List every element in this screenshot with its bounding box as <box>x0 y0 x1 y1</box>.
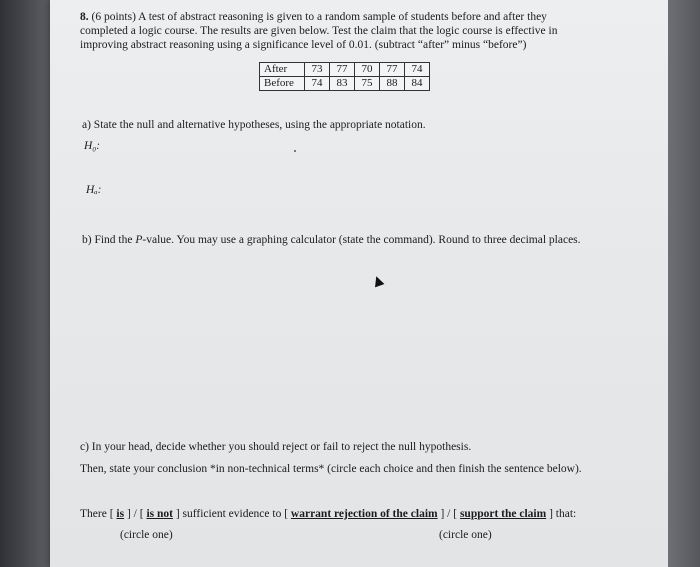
null-hypothesis-label: H₀: <box>84 140 101 152</box>
circle-one-right: (circle one) <box>439 529 492 541</box>
part-b-prompt-post: -value. You may use a graphing calculator (state the command). Round to three decimal places. <box>142 234 581 246</box>
alt-hypothesis-label: Hₐ: <box>86 184 102 196</box>
part-b-prompt <box>82 233 581 247</box>
choice-is[interactable]: is <box>116 508 125 520</box>
table-cell: 73 <box>305 63 330 77</box>
table-cell: 88 <box>380 77 405 91</box>
question-header <box>80 10 547 24</box>
question-points: (6 points) <box>91 11 136 23</box>
stray-mark <box>294 150 296 152</box>
question-intro-2: completed a logic course. The results are given below. Test the claim that the logic course is effective in <box>80 25 558 37</box>
table-cell: 84 <box>405 77 430 91</box>
question-number: 8. <box>80 11 89 23</box>
choice-support-claim[interactable]: support the claim <box>459 508 547 520</box>
table-cell: 74 <box>305 77 330 91</box>
choice-is-not[interactable]: is not <box>146 508 173 520</box>
part-b-prompt-pre: b) Find the <box>82 234 136 246</box>
sentence-mid: ] sufficient evidence to [ <box>175 508 289 520</box>
part-a-prompt: a) State the null and alternative hypotheses, using the appropriate notation. <box>82 119 426 131</box>
part-c-line-1: c) In your head, decide whether you should reject or fail to reject the null hypothesis. <box>80 441 472 453</box>
question-intro-1: A test of abstract reasoning is given to a random sample of students before and after they <box>138 11 547 23</box>
table-cell: 74 <box>405 63 430 77</box>
sentence-end: ] that: <box>549 508 577 520</box>
page-edge <box>668 0 700 567</box>
part-c-line-2: Then, state your conclusion *in non-technical terms* (circle each choice and then finish the sentence below). <box>80 463 582 475</box>
question-intro-3: improving abstract reasoning using a significance level of 0.01. (subtract “after” minus “before”) <box>80 39 527 51</box>
data-table <box>259 62 430 91</box>
table-cell: 70 <box>355 63 380 77</box>
table-row-before <box>260 77 430 91</box>
table-row-label: After <box>260 63 305 77</box>
table-cell: 83 <box>330 77 355 91</box>
sentence-there: There [ <box>80 508 114 520</box>
circle-one-left: (circle one) <box>120 529 173 541</box>
sentence-sep-2: ] / [ <box>440 508 458 520</box>
table-row-label: Before <box>260 77 305 91</box>
conclusion-sentence <box>80 507 576 521</box>
part-b-p: P <box>135 234 143 246</box>
table-cell: 75 <box>355 77 380 91</box>
choice-warrant-rejection[interactable]: warrant rejection of the claim <box>290 508 438 520</box>
table-cell: 77 <box>330 63 355 77</box>
table-row-after <box>260 63 430 77</box>
table-cell: 77 <box>380 63 405 77</box>
sentence-sep-1: ] / [ <box>126 508 144 520</box>
